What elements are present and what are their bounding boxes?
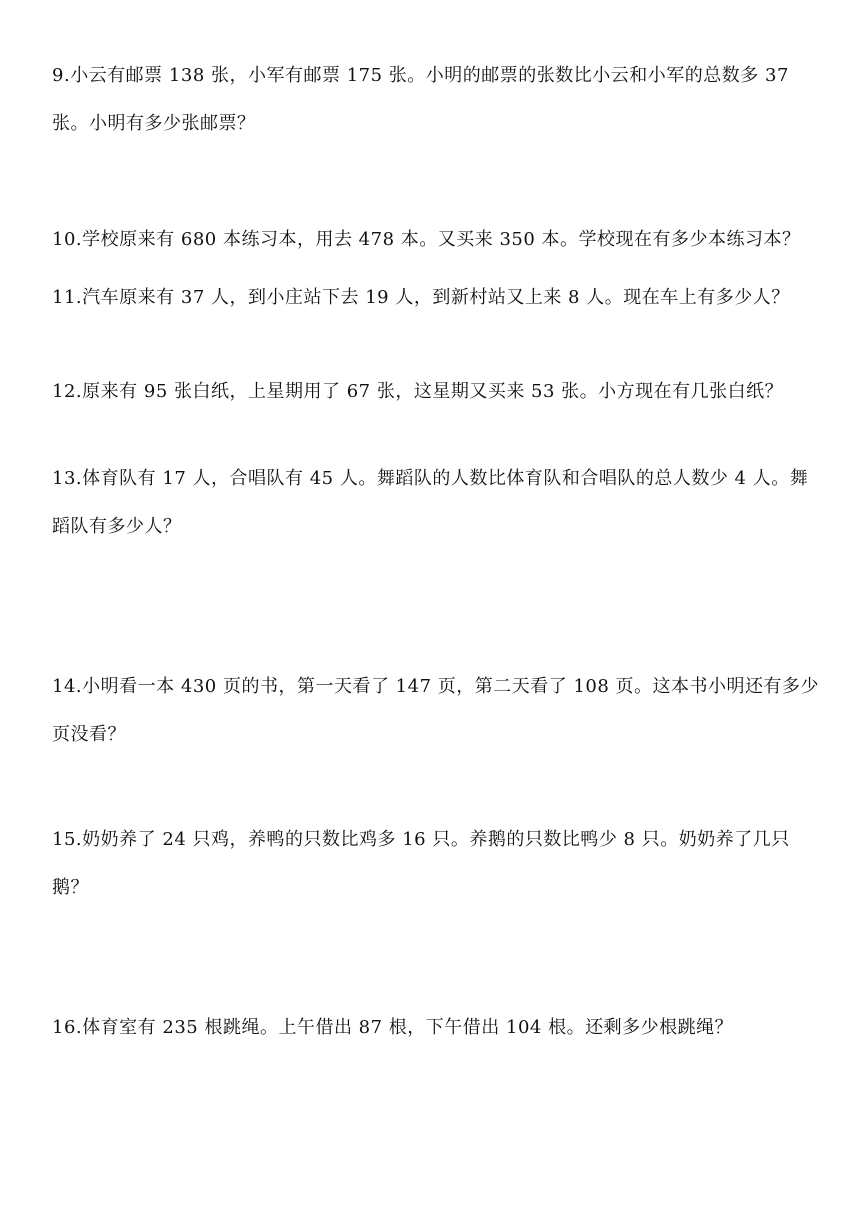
problem-number: 11. <box>52 287 83 308</box>
problem-number: 13. <box>52 468 83 489</box>
problem-number: 14. <box>52 676 83 697</box>
problem-14 <box>52 663 822 759</box>
problem-15 <box>52 816 822 912</box>
problem-number: 10. <box>52 229 83 250</box>
problem-text: 学校原来有 680 本练习本，用去 478 本。又买来 350 本。学校现在有多少本练习本？ <box>82 229 801 250</box>
problem-number: 15. <box>52 829 83 850</box>
problem-text: 体育室有 235 根跳绳。上午借出 87 根，下午借出 104 根。还剩多少根跳绳？ <box>82 1017 734 1038</box>
problem-12 <box>52 368 822 416</box>
problem-11 <box>52 274 822 322</box>
problem-number: 16. <box>52 1017 83 1038</box>
problem-text: 小云有邮票 138 张，小军有邮票 175 张。小明的邮票的张数比小云和小军的总数多 37 张。小明有多少张邮票？ <box>52 65 789 134</box>
problem-text: 小明看一本 430 页的书，第一天看了 147 页，第二天看了 108 页。这本书小明还有多少页没看？ <box>52 676 820 745</box>
problem-text: 体育队有 17 人，合唱队有 45 人。舞蹈队的人数比体育队和合唱队的总人数少 4 人。舞蹈队有多少人？ <box>52 468 809 537</box>
problem-13 <box>52 455 822 551</box>
problem-text: 原来有 95 张白纸，上星期用了 67 张，这星期又买来 53 张。小方现在有几张白纸？ <box>82 381 784 402</box>
problem-text: 奶奶养了 24 只鸡，养鸭的只数比鸡多 16 只。养鹅的只数比鸭少 8 只。奶奶养了几只鹅？ <box>52 829 790 898</box>
problem-number: 9. <box>52 65 71 86</box>
problem-16 <box>52 1004 822 1052</box>
problem-number: 12. <box>52 381 83 402</box>
problem-text: 汽车原来有 37 人，到小庄站下去 19 人，到新村站又上来 8 人。现在车上有多少人？ <box>82 287 790 308</box>
problem-9 <box>52 52 822 148</box>
problem-10 <box>52 216 822 264</box>
